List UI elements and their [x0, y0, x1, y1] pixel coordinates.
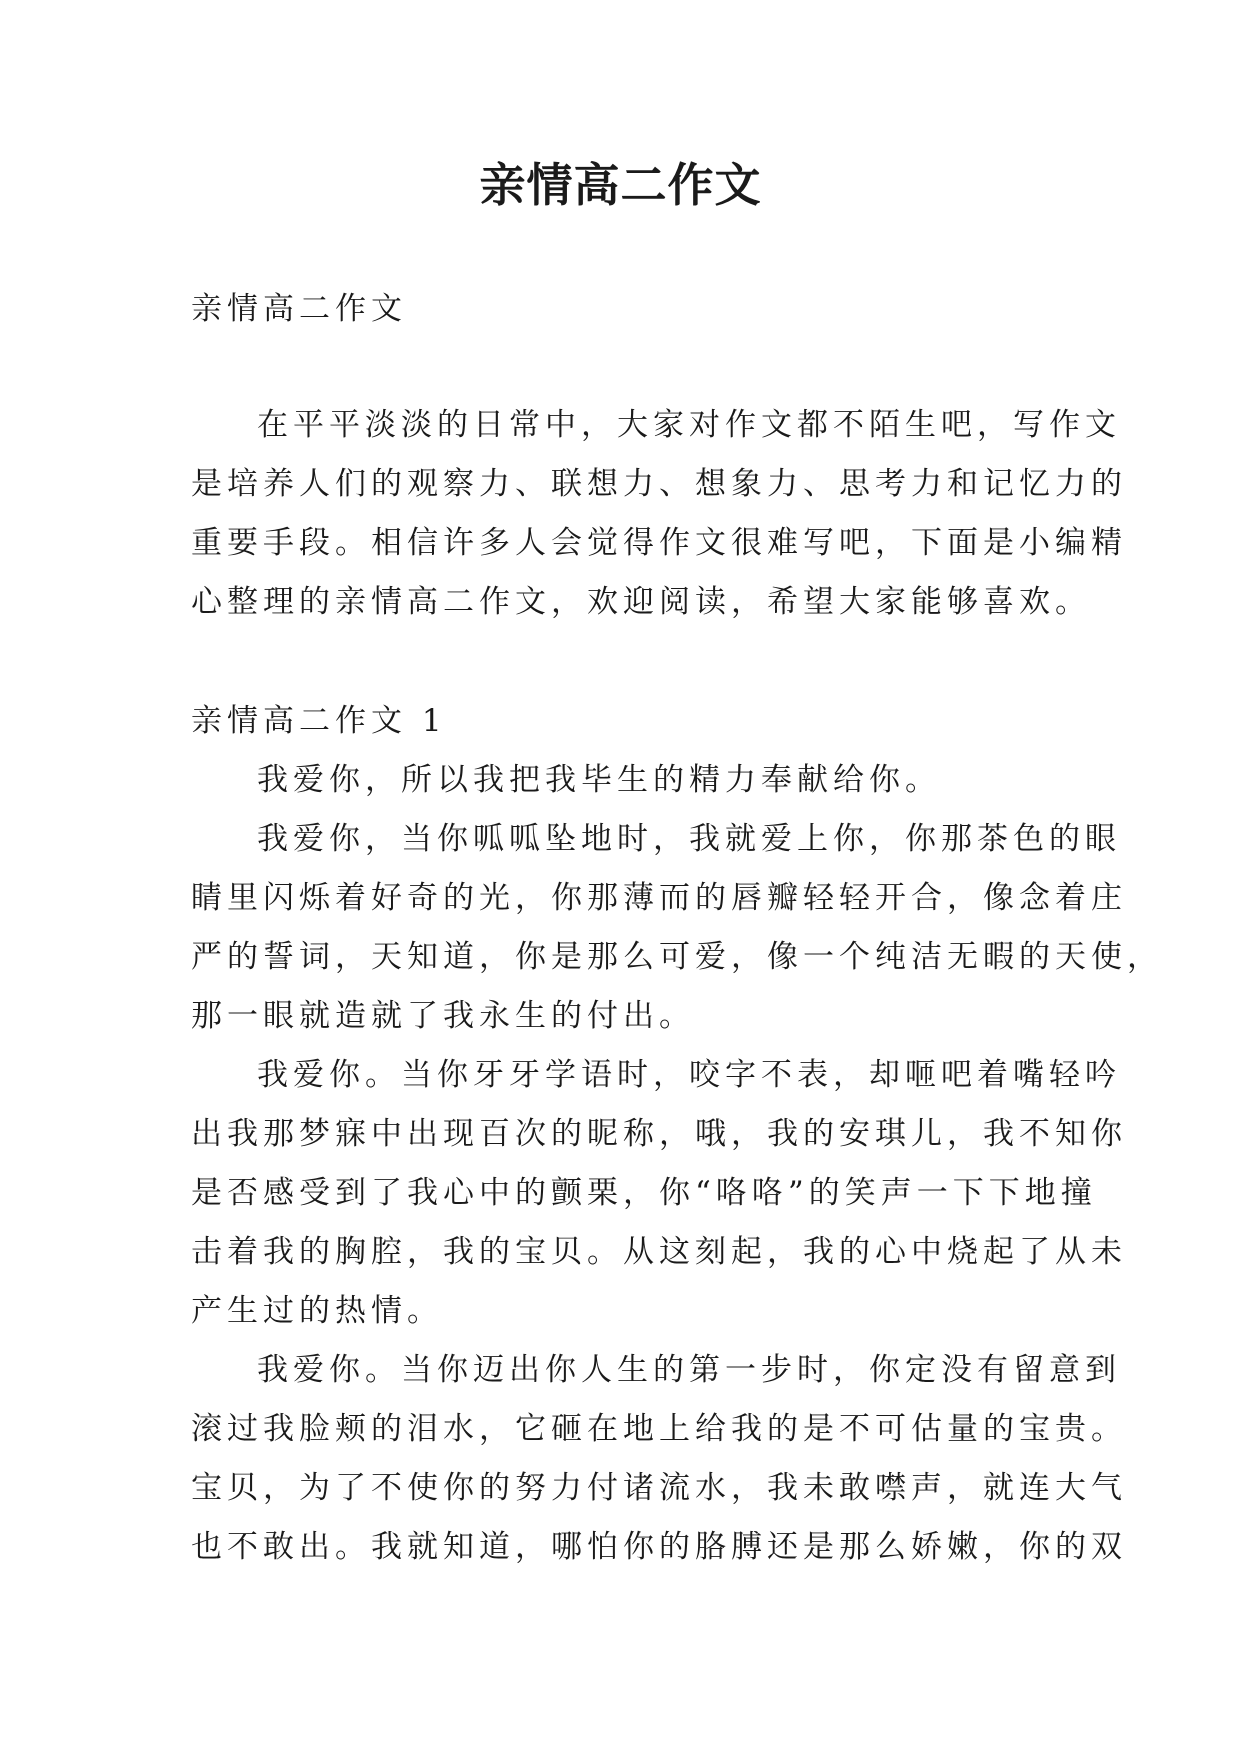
- document-title: 亲情高二作文: [479, 158, 762, 212]
- paragraph-line: 我爱你，当你呱呱坠地时，我就爱上你，你那茶色的眼: [257, 821, 1121, 857]
- body-paragraph: [191, 1341, 1127, 1577]
- body-paragraph: [191, 751, 1059, 810]
- paragraph-line: 我爱你，所以我把我毕生的精力奉献给你。: [257, 762, 941, 798]
- paragraph-line: 出我那梦寐中出现百次的昵称，哦，我的安琪儿，我不知你: [191, 1116, 1127, 1152]
- spacer: [191, 339, 1059, 396]
- intro-line: 心整理的亲情高二作文，欢迎阅读，希望大家能够喜欢。: [191, 584, 1091, 620]
- paragraph-line: 是否感受到了我心中的颤栗，你“咯咯”的笑声一下下地撞: [191, 1175, 1097, 1211]
- paragraph-line: 击着我的胸腔，我的宝贝。从这刻起，我的心中烧起了从未: [191, 1234, 1127, 1270]
- intro-paragraph: [191, 396, 1127, 632]
- paragraph-line: 睛里闪烁着好奇的光，你那薄而的唇瓣轻轻开合，像念着庄: [191, 880, 1127, 916]
- intro-line: 在平平淡淡的日常中，大家对作文都不陌生吧，写作文: [257, 407, 1121, 443]
- paragraph-line: 也不敢出。我就知道，哪怕你的胳膊还是那么娇嫩，你的双: [191, 1529, 1127, 1565]
- body-paragraph: [191, 1046, 1127, 1341]
- section-heading: 亲情高二作文 1: [191, 703, 447, 739]
- paragraph-line: 产生过的热情。: [191, 1293, 443, 1329]
- paragraph-line: 我爱你。当你迈出你人生的第一步时，你定没有留意到: [257, 1352, 1121, 1388]
- paragraph-line: 宝贝，为了不使你的努力付诸流水，我未敢噤声，就连大气: [191, 1470, 1127, 1506]
- intro-line: 是培养人们的观察力、联想力、想象力、思考力和记忆力的: [191, 466, 1127, 502]
- body-paragraph: [191, 810, 1163, 1046]
- document-body: [191, 280, 1163, 1577]
- spacer: [191, 632, 1059, 692]
- paragraph-line: 严的誓词，天知道，你是那么可爱，像一个纯洁无暇的天使，: [191, 939, 1163, 975]
- paragraph-line: 那一眼就造就了我永生的付出。: [191, 998, 695, 1034]
- document-subtitle: 亲情高二作文: [191, 291, 407, 327]
- paragraph-line: 滚过我脸颊的泪水，它砸在地上给我的是不可估量的宝贵。: [191, 1411, 1127, 1447]
- paragraph-line: 我爱你。当你牙牙学语时，咬字不表，却咂吧着嘴轻吟: [257, 1057, 1121, 1093]
- intro-line: 重要手段。相信许多人会觉得作文很难写吧，下面是小编精: [191, 525, 1127, 561]
